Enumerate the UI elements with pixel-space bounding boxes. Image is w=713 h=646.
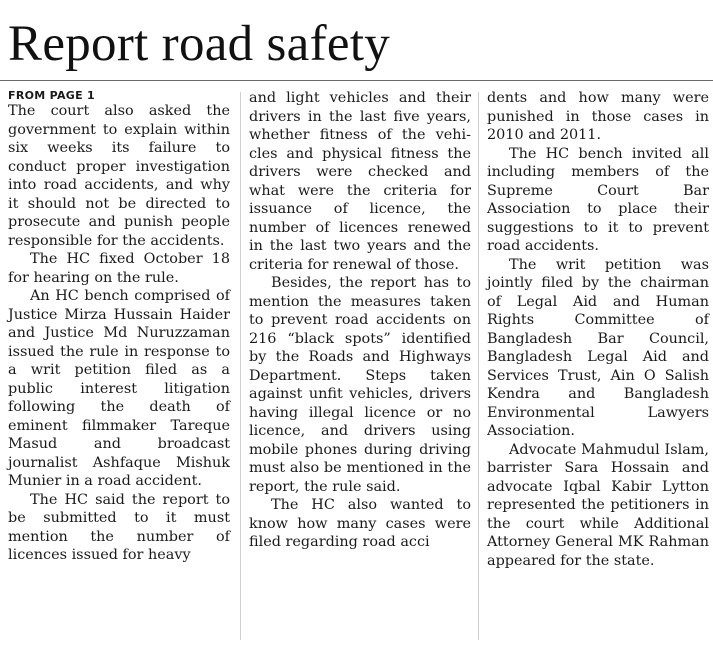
column-divider	[478, 92, 479, 640]
paragraph: The HC also wanted to know how many cases were filed regarding road acci	[249, 497, 471, 550]
headline-rule	[0, 80, 713, 81]
paragraph: The HC fixed October 18 for hearing on the rule.	[8, 251, 230, 286]
headline: Report road safety	[8, 16, 391, 72]
kicker: FROM PAGE 1	[8, 89, 96, 102]
column-2	[249, 89, 471, 552]
paragraph: and light vehicles and their drivers in the last five years, whether fitness of the vehicles and physical fitness the drivers were checked and what were the criteria for issuance of licence, the number of licences renewed in the last two years and the criteria for renewal of those.	[249, 90, 471, 273]
column-divider	[240, 92, 241, 640]
column-3	[487, 89, 709, 570]
paragraph: The writ petition was jointly filed by the chairman of Legal Aid and Human Rights Committee of Bangladesh Bar Council, Bangladesh Legal Aid and Services Trust, Ain O Salish Kendra and Bangladesh Environmental Lawyers Association.	[487, 256, 709, 439]
paragraph: An HC bench comprised of Justice Mirza Hussain Haider and Justice Md Nuruzzaman issued the rule in response to a writ petition filed as a public interest litigation following the death of eminent filmmaker Tareque Masud and broadcast journalist Ashfaque Mishuk Munier in a road accident.	[8, 288, 230, 489]
paragraph: dents and how many were punished in those cases in 2010 and 2011.	[487, 90, 709, 143]
paragraph: Besides, the report has to mention the measures taken to prevent road accidents on 216 “black spots” identified by the Roads and Highways Department. Steps taken against unfit vehicles, drivers having illegal licence or no licence, and drivers using mobile phones during driving must also be mentioned in the report, the rule said.	[249, 275, 471, 495]
paragraph: The HC said the report to be submitted to it must mention the number of licences issued for heavy	[8, 491, 230, 563]
paragraph: The court also asked the government to explain within six weeks its failure to conduct proper investigation into road accidents, and why it should not be directed to prosecute and punish people responsible for the accidents.	[8, 103, 230, 249]
paragraph: Advocate Mahmudul Islam, barrister Sara Hossain and advocate Iqbal Kabir Lytton represented the petitioners in the court while Additional Attorney General MK Rahman appeared for the state.	[487, 441, 709, 569]
column-1	[8, 89, 230, 565]
paragraph: The HC bench invited all including members of the Supreme Court Bar Association to place their suggestions to it to prevent road accidents.	[487, 145, 709, 254]
